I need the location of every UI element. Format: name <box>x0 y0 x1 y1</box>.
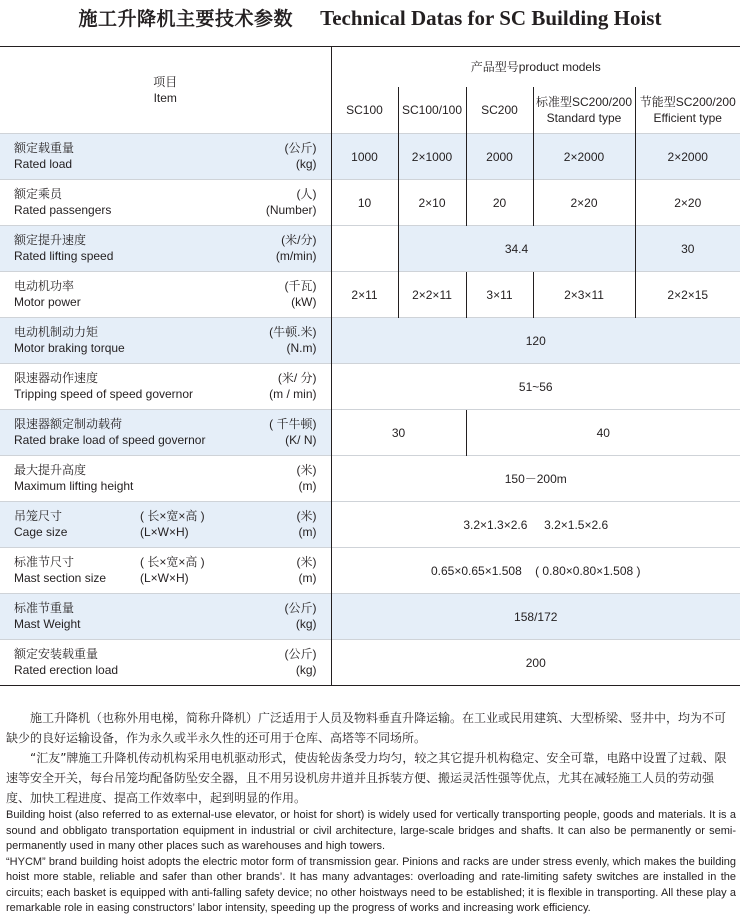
table-cell: 150－200m <box>331 456 740 502</box>
model-header <box>533 87 635 134</box>
table-cell: 30 <box>331 410 466 456</box>
table-row <box>0 640 740 686</box>
row-label-cn: 额定安装载重量 <box>14 647 99 661</box>
row-label-en: Rated brake load of speed governor <box>14 433 206 447</box>
row-unit-en: (m) <box>298 571 317 585</box>
row-unit-en: (m) <box>298 479 317 493</box>
table-cell: 2×20 <box>533 180 635 226</box>
table-row <box>0 180 740 226</box>
table-cell: 2×10 <box>398 180 466 226</box>
row-label-en: Tripping speed of speed governor <box>14 387 194 401</box>
table-cell: 120 <box>331 318 740 364</box>
row-label <box>0 640 331 686</box>
chinese-paragraph: “汇友”牌施工升降机传动机构采用电机驱动形式，使齿轮齿条受力均匀，较之其它提升机构稳定、安全可靠，电路中设置了过载、限速等安全开关，每台吊笼均配备防坠安全器，且不用另设机房井道并且拆装方便、搬运灵活性强等优点，尤其在减轻施工人员的劳动强度、加快工程进度、提高工作效率中，起到明显的作用。 <box>6 751 727 805</box>
row-label-en: Rated lifting speed <box>14 249 114 263</box>
row-label <box>0 548 331 594</box>
row-label-cn: 限速器动作速度 <box>14 371 99 385</box>
table-row <box>0 272 740 318</box>
chinese-description <box>6 708 736 808</box>
row-label <box>0 226 331 272</box>
row-label <box>0 180 331 226</box>
row-label-en: Mast section size <box>14 571 107 585</box>
title-english: Technical Datas for SC Building Hoist <box>320 6 662 30</box>
row-unit-en: (kg) <box>295 663 317 677</box>
row-unit-cn: ( 千牛顿) <box>269 417 317 431</box>
table-row <box>0 226 740 272</box>
row-label <box>0 456 331 502</box>
row-label-en: Rated erection load <box>14 663 119 677</box>
english-description <box>6 808 736 917</box>
row-unit-cn: (公斤) <box>284 601 317 615</box>
table-cell: 2×1000 <box>398 134 466 180</box>
item-header-cell <box>0 47 331 134</box>
table-cell: 2×20 <box>635 180 740 226</box>
table-cell: 3×11 <box>466 272 533 318</box>
item-header-cn: 项目 <box>153 75 178 89</box>
row-label-cn: 电动机功率 <box>14 279 75 293</box>
row-unit-cn: (米/ 分) <box>277 371 317 385</box>
table-row <box>0 134 740 180</box>
row-label-cn: 标准节尺寸 <box>14 555 75 569</box>
row-label-cn: 额定载重量 <box>14 141 75 155</box>
model-subname: Efficient type <box>653 111 722 125</box>
table-cell: 0.65×0.65×1.508 ( 0.80×0.80×1.508 ) <box>331 548 740 594</box>
row-dims-en: (L×W×H) <box>140 525 189 539</box>
row-label <box>0 364 331 410</box>
table-cell: 2×3×11 <box>533 272 635 318</box>
table-cell: 30 <box>635 226 740 272</box>
table-row <box>0 410 740 456</box>
row-dims-cn: ( 长×宽×高 ) <box>140 555 205 569</box>
row-unit-cn: (人) <box>296 187 317 201</box>
row-label-cn: 标准节重量 <box>14 601 75 615</box>
row-label-cn: 吊笼尺寸 <box>14 509 63 523</box>
row-label-en: Motor power <box>14 295 81 309</box>
row-label <box>0 502 331 548</box>
row-label-cn: 额定提升速度 <box>14 233 87 247</box>
table-row <box>0 318 740 364</box>
english-paragraph: “HYCM” brand building hoist adopts the electric motor form of transmission gear. Pinions and racks are under stress evenly, which makes the building hoist more stable, reliable and safer than other brands’. It has many advantages: overloading and rate-limiting safety switches are installed in the circuits; each basket is equipped with anti-falling safety device; no other hoistways need to be established; it is flexible in transporting. All these play a remarkable role in easing constructors’ labor intensity, speeding up the progress of works and increasing work efficiency. <box>6 855 736 914</box>
table-cell: 51~56 <box>331 364 740 410</box>
row-label-cn: 最大提升高度 <box>14 463 87 477</box>
table-cell: 200 <box>331 640 740 686</box>
page-title <box>0 4 740 31</box>
row-dims-cn: ( 长×宽×高 ) <box>140 509 205 523</box>
spec-table <box>0 46 740 686</box>
row-label-en: Maximum lifting height <box>14 479 134 493</box>
row-dims-en: (L×W×H) <box>140 571 189 585</box>
row-unit-en: (m/min) <box>275 249 317 263</box>
row-unit-en: (Number) <box>265 203 317 217</box>
row-unit-cn: (公斤) <box>284 141 317 155</box>
model-header <box>466 87 533 134</box>
table-cell: 10 <box>331 180 398 226</box>
row-label <box>0 410 331 456</box>
row-label-en: Cage size <box>14 525 68 539</box>
item-header-en: Item <box>153 91 177 105</box>
title-chinese: 施工升降机主要技术参数 <box>78 8 294 30</box>
table-row <box>0 456 740 502</box>
row-unit-cn: (牛顿.米) <box>269 325 317 339</box>
model-header <box>635 87 740 134</box>
table-cell: 20 <box>466 180 533 226</box>
row-unit-en: (kW) <box>291 295 317 309</box>
row-label-cn: 限速器额定制动载荷 <box>14 417 123 431</box>
table-cell: 1000 <box>331 134 398 180</box>
model-name: 标准型SC200/200 <box>535 95 633 109</box>
table-row <box>0 594 740 640</box>
table-cell: 2×2000 <box>635 134 740 180</box>
row-unit-cn: (米) <box>296 463 317 477</box>
table-cell: 40 <box>466 410 740 456</box>
row-unit-en: (kg) <box>295 157 317 171</box>
row-unit-cn: (米/分) <box>281 233 317 247</box>
table-cell: 2×2×11 <box>398 272 466 318</box>
row-label-en: Motor braking torque <box>14 341 125 355</box>
table-cell: 34.4 <box>398 226 635 272</box>
table-cell: 158/172 <box>331 594 740 640</box>
model-header <box>398 87 466 134</box>
table-cell: 2000 <box>466 134 533 180</box>
table-row <box>0 548 740 594</box>
table-cell: 3.2×1.3×2.6 3.2×1.5×2.6 <box>331 502 740 548</box>
row-label <box>0 134 331 180</box>
model-name: 节能型SC200/200 <box>639 95 736 109</box>
model-name: SC100/100 <box>401 103 463 117</box>
row-label-cn: 电动机制动力矩 <box>14 325 99 339</box>
table-cell: 2×2000 <box>533 134 635 180</box>
row-label <box>0 594 331 640</box>
english-paragraph: Building hoist (also referred to as external-use elevator, or hoist for short) is widely used for vertically transporting people, goods and materials. It is a sound and obbligato transportation equipment in industrial or civil architecture, large-scale bridges and shafts. It can also be permanently or semi-permanently used in many other places such as warehouses and high towers. <box>6 809 736 852</box>
models-header: 产品型号product models <box>331 47 740 88</box>
row-unit-en: (kg) <box>295 617 317 631</box>
table-cell <box>331 226 398 272</box>
row-label-cn: 额定乘员 <box>14 187 63 201</box>
row-label-en: Mast Weight <box>14 617 81 631</box>
row-unit-cn: (公斤) <box>284 647 317 661</box>
row-unit-en: (K/ N) <box>285 433 317 447</box>
table-cell: 2×2×15 <box>635 272 740 318</box>
table-row <box>0 364 740 410</box>
model-header <box>331 87 398 134</box>
row-unit-en: (m) <box>298 525 317 539</box>
table-cell: 2×11 <box>331 272 398 318</box>
row-label <box>0 272 331 318</box>
row-unit-en: (m / min) <box>269 387 317 401</box>
row-unit-en: (N.m) <box>286 341 317 355</box>
model-subname: Standard type <box>546 111 622 125</box>
table-row <box>0 502 740 548</box>
row-unit-cn: (米) <box>296 509 317 523</box>
row-label-en: Rated passengers <box>14 203 112 217</box>
model-name: SC100 <box>346 103 383 117</box>
chinese-paragraph: 施工升降机（也称外用电梯，简称升降机）广泛适用于人员及物料垂直升降运输。在工业或民用建筑、大型桥梁、竖井中，均为不可缺少的良好运输设备，作为永久或半永久性的还可用于仓库、高塔等不同场所。 <box>6 711 727 745</box>
row-unit-cn: (米) <box>296 555 317 569</box>
row-label-en: Rated load <box>14 157 73 171</box>
row-unit-cn: (千瓦) <box>284 279 317 293</box>
row-label <box>0 318 331 364</box>
model-name: SC200 <box>481 103 518 117</box>
